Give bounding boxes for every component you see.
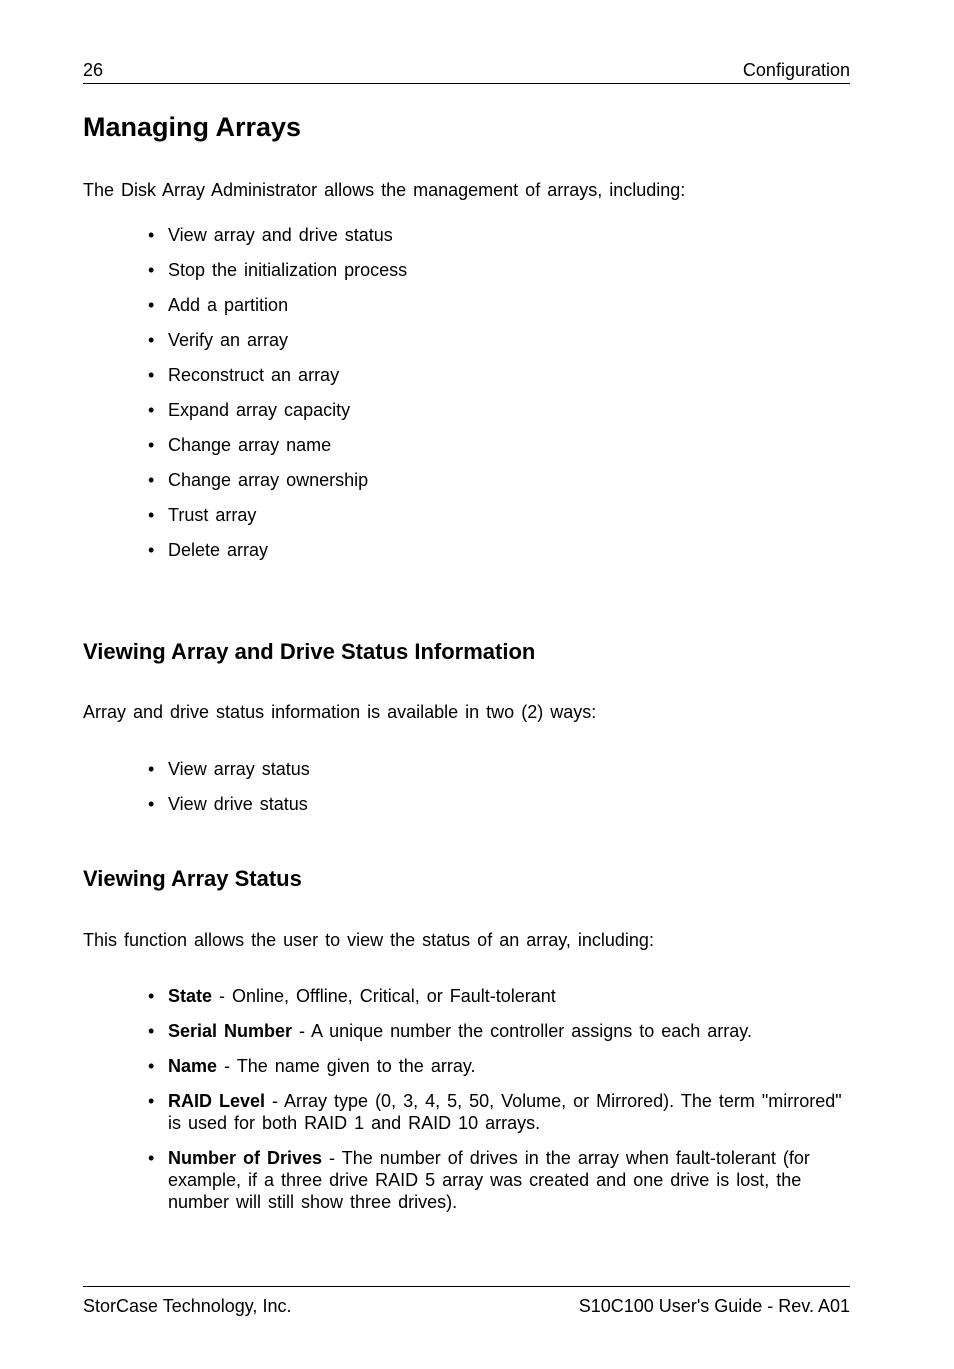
management-list: [148, 224, 851, 574]
list-item: • Expand array capacity: [148, 399, 851, 434]
list-item: [148, 985, 851, 1007]
list-item: • Change array ownership: [148, 469, 851, 504]
item-description: - Array type (0, 3, 4, 5, 50, Volume, or Mirrored). The term "mirrored" is used for both RAID 1 and RAID 10 arrays.: [168, 1091, 842, 1133]
status-ways-list: [148, 758, 851, 828]
company-name: StorCase Technology, Inc.: [83, 1295, 292, 1316]
section-heading: Viewing Array and Drive Status Information: [83, 639, 536, 664]
list-item: • Stop the initialization process: [148, 259, 851, 294]
item-description: - A unique number the controller assigns to each array.: [292, 1021, 752, 1041]
list-item: • View drive status: [148, 793, 851, 828]
page-title: Managing Arrays: [83, 112, 302, 142]
array-status-list: [148, 985, 851, 1226]
item-description: - The number of drives in the array when fault-tolerant (for example, if a three drive RAID 5 array was created and one drive is lost, the number will still show three drives).: [168, 1148, 810, 1212]
page-header: [83, 56, 850, 84]
section-paragraph: Array and drive status information is available in two (2) ways:: [83, 702, 597, 722]
list-item: • Delete array: [148, 539, 851, 574]
guide-name: S10C100 User's Guide - Rev. A01: [578, 1295, 850, 1316]
section-paragraph: This function allows the user to view the status of an array, including:: [83, 930, 654, 950]
item-term: RAID Level: [168, 1091, 266, 1111]
list-item: • View array and drive status: [148, 224, 851, 259]
intro-paragraph: The Disk Array Administrator allows the management of arrays, including:: [83, 180, 686, 200]
page-number: 26: [83, 60, 104, 80]
list-item: [148, 1147, 851, 1213]
list-item: [148, 1020, 851, 1042]
list-item: • Trust array: [148, 504, 851, 539]
item-description: - The name given to the array.: [217, 1056, 476, 1076]
item-term: Serial Number: [168, 1021, 293, 1041]
section-heading: Viewing Array Status: [83, 866, 302, 891]
list-item: • Change array name: [148, 434, 851, 469]
page-footer: [83, 1286, 850, 1321]
item-term: Name: [168, 1056, 218, 1076]
item-term: Number of Drives: [168, 1148, 323, 1168]
list-item: [148, 1090, 851, 1134]
item-description: - Online, Offline, Critical, or Fault-tolerant: [212, 986, 556, 1006]
item-term: State: [168, 986, 213, 1006]
list-item: • Reconstruct an array: [148, 364, 851, 399]
list-item: • View array status: [148, 758, 851, 793]
section-name: Configuration: [742, 60, 850, 80]
list-item: • Add a partition: [148, 294, 851, 329]
list-item: [148, 1055, 851, 1077]
list-item: • Verify an array: [148, 329, 851, 364]
